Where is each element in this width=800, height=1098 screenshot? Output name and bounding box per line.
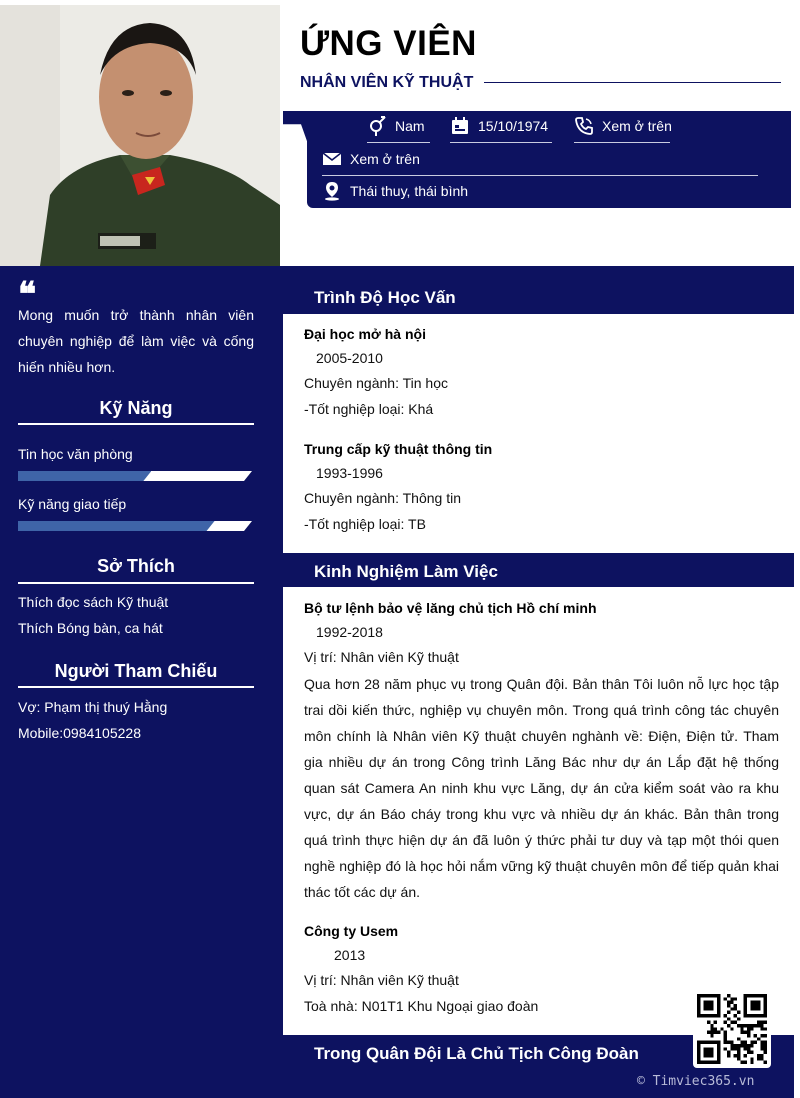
experience-description: Qua hơn 28 năm phục vụ trong Quân đội. Bản thân Tôi luôn nỗ lực học tập trai dồi kiến thức, nghiệp vụ chuyên môn. Trong quá trình công tác chuyên môn chính là Nhân viên Kỹ thuật chuyên nghành về: Điện, Điện tử. Tham gia nhiều dự án trong Công trình Lăng Bác như dự án Lắp đặt hệ thống quan sát Camera An ninh khu vực Lăng, dự án cửa kiểm soát vào ra khu vực, dự án Báo cháy trong khu vực và nhiều dự án khác. Bản thân trong quá trình thực hiện dự án đã luôn ý thức phải tư duy và tạp một thói quen nghề nghiệp đó là học hỏi nắm vững kỹ thuật chuyên môn để tiếp quản khai thác tốt các dự án. <box>304 676 779 900</box>
education-school: Đại học mở hà nội <box>304 326 426 342</box>
qr-module <box>760 1044 763 1047</box>
qr-module <box>734 1044 737 1047</box>
qr-module <box>747 1047 750 1050</box>
gender-icon <box>367 116 387 136</box>
qr-module <box>747 1027 750 1030</box>
location-pin-icon <box>322 181 342 201</box>
qr-module <box>737 1017 740 1020</box>
qr-module <box>734 1054 737 1057</box>
qr-module <box>740 1027 743 1030</box>
email-value: Xem ở trên <box>350 151 420 167</box>
qr-module <box>760 1047 763 1050</box>
education-heading: Trình Độ Học Vấn <box>314 288 456 307</box>
contact-email <box>322 149 420 169</box>
qr-module <box>734 1021 737 1024</box>
qr-module <box>730 1044 733 1047</box>
qr-module <box>717 1031 720 1034</box>
experience-position: Vị trí: Nhân viên Kỹ thuật <box>304 972 459 988</box>
qr-module <box>737 1044 740 1047</box>
qr-module <box>737 1011 740 1014</box>
phone-icon <box>574 116 594 136</box>
qr-module <box>760 1027 763 1030</box>
qr-module <box>724 1031 727 1034</box>
references-divider <box>18 686 254 688</box>
qr-module <box>764 1044 767 1047</box>
qr-module <box>724 1041 727 1044</box>
qr-module <box>730 1001 733 1004</box>
job-title: NHÂN VIÊN KỸ THUẬT <box>300 74 474 91</box>
activities-heading: Trong Quân Đội Là Chủ Tịch Công Đoàn <box>314 1044 639 1063</box>
qr-module <box>727 1041 730 1044</box>
skill-bar-fill <box>18 471 151 481</box>
qr-module <box>724 1034 727 1037</box>
experience-period: 2013 <box>334 947 366 963</box>
phone-value: Xem ở trên <box>602 118 672 134</box>
qr-module <box>747 1051 750 1054</box>
qr-module <box>740 1041 743 1044</box>
qr-module <box>730 1027 733 1030</box>
qr-module <box>744 1041 747 1044</box>
qr-module <box>737 1057 740 1060</box>
qr-module <box>727 1004 730 1007</box>
qr-module <box>734 1007 737 1010</box>
qr-module <box>714 1027 717 1030</box>
qr-module <box>720 1027 723 1030</box>
qr-module <box>744 1054 747 1057</box>
qr-module <box>730 997 733 1000</box>
qr-module <box>724 1014 727 1017</box>
hobbies-divider <box>18 582 254 584</box>
skill-bar <box>18 521 252 531</box>
title-divider <box>484 82 781 83</box>
qr-module <box>764 1041 767 1044</box>
qr-module <box>750 1051 753 1054</box>
profile-photo <box>0 5 280 266</box>
qr-module <box>734 1014 737 1017</box>
hobby-item: Thích Bóng bàn, ca hát <box>18 620 163 636</box>
qr-module <box>734 1047 737 1050</box>
skill-name: Kỹ năng giao tiếp <box>18 496 127 512</box>
qr-module <box>760 1041 763 1044</box>
candidate-name: ỨNG VIÊN <box>300 24 477 63</box>
education-major: Chuyên ngành: Tin học <box>304 375 448 391</box>
qr-module <box>754 1041 757 1044</box>
education-major: Chuyên ngành: Thông tin <box>304 490 461 506</box>
qr-module <box>727 1051 730 1054</box>
qr-module <box>714 1031 717 1034</box>
qr-module <box>734 1004 737 1007</box>
qr-module <box>724 1047 727 1050</box>
qr-module <box>750 1061 753 1064</box>
left-sidebar <box>0 266 283 1098</box>
qr-module <box>750 1041 753 1044</box>
reference-item: Vợ: Phạm thị thuý Hằng <box>18 699 168 715</box>
qr-module <box>747 1024 750 1027</box>
gender-value: Nam <box>395 118 425 134</box>
qr-module <box>730 1047 733 1050</box>
birthday-underline <box>450 142 552 143</box>
qr-module <box>760 1057 763 1060</box>
qr-module <box>727 1054 730 1057</box>
references-heading: Người Tham Chiếu <box>54 661 218 681</box>
qr-module <box>737 1024 740 1027</box>
qr-module <box>727 1001 730 1004</box>
contact-phone <box>574 116 672 136</box>
qr-module <box>710 1031 713 1034</box>
qr-module <box>737 1051 740 1054</box>
qr-module <box>754 1024 757 1027</box>
qr-module <box>750 1027 753 1030</box>
experience-period: 1992-2018 <box>316 624 383 640</box>
qr-module <box>707 1031 710 1034</box>
career-objective: Mong muốn trở thành nhân viên chuyên nghiệp để làm việc và cống hiến nhiều hơn. <box>18 307 254 375</box>
qr-module <box>757 1057 760 1060</box>
qr-module <box>760 1024 763 1027</box>
qr-module <box>737 1047 740 1050</box>
qr-module <box>750 1057 753 1060</box>
qr-module <box>737 1037 740 1040</box>
education-grade: -Tốt nghiệp loại: TB <box>304 516 426 532</box>
skills-heading: Kỹ Năng <box>99 398 173 418</box>
qr-module <box>760 1034 763 1037</box>
qr-module <box>740 1031 743 1034</box>
experience-company: Bộ tư lệnh bảo vệ lăng chủ tịch Hồ chí minh <box>304 600 597 616</box>
reference-item: Mobile:0984105228 <box>18 725 141 741</box>
qr-module <box>747 1044 750 1047</box>
qr-module <box>757 1054 760 1057</box>
experience-heading: Kinh Nghiệm Làm Việc <box>314 562 498 581</box>
qr-module <box>727 1017 730 1020</box>
qr-module <box>747 1031 750 1034</box>
education-period: 2005-2010 <box>316 350 383 366</box>
contact-address <box>322 181 468 201</box>
qr-module <box>714 1021 717 1024</box>
qr-module <box>757 1021 760 1024</box>
qr-module <box>710 1034 713 1037</box>
qr-module <box>730 1007 733 1010</box>
education-school: Trung cấp kỹ thuật thông tin <box>304 441 493 457</box>
qr-module <box>744 1024 747 1027</box>
qr-module <box>727 994 730 997</box>
qr-module <box>710 1027 713 1030</box>
qr-module <box>740 1061 743 1064</box>
birthday-value: 15/10/1974 <box>478 118 549 134</box>
qr-module <box>747 1034 750 1037</box>
qr-module <box>764 1051 767 1054</box>
qr-module <box>744 1061 747 1064</box>
qr-module <box>754 1034 757 1037</box>
qr-code <box>693 990 771 1068</box>
qr-module <box>744 1047 747 1050</box>
qr-module <box>740 1024 743 1027</box>
qr-module <box>727 1024 730 1027</box>
qr-module <box>750 1044 753 1047</box>
education-grade: -Tốt nghiệp loại: Khá <box>304 401 434 417</box>
qr-module <box>730 1021 733 1024</box>
email-underline <box>322 175 758 176</box>
qr-module <box>737 1054 740 1057</box>
qr-module <box>710 1024 713 1027</box>
qr-module <box>744 1044 747 1047</box>
site-credit: © Timviec365.vn <box>637 1074 755 1089</box>
hobbies-heading: Sở Thích <box>97 556 175 576</box>
qr-module <box>740 1044 743 1047</box>
hobby-item: Thích đọc sách Kỹ thuật <box>18 594 169 610</box>
experience-company: Công ty Usem <box>304 923 399 939</box>
qr-module <box>760 1021 763 1024</box>
skill-name: Tin học văn phòng <box>18 446 133 462</box>
qr-module <box>724 997 727 1000</box>
gender-underline <box>367 142 430 143</box>
qr-module <box>757 1024 760 1027</box>
quote-icon: ❝ <box>18 275 37 315</box>
qr-module <box>760 1054 763 1057</box>
calendar-icon <box>450 116 470 136</box>
experience-description: Toà nhà: N01T1 Khu Ngoại giao đoàn <box>304 998 539 1014</box>
qr-module <box>744 1031 747 1034</box>
skills-divider <box>18 423 254 425</box>
contact-gender <box>367 116 425 136</box>
qr-module <box>730 1041 733 1044</box>
skill-bar-fill <box>18 521 215 531</box>
qr-module <box>707 1021 710 1024</box>
phone-underline <box>574 142 670 143</box>
experience-position: Vị trí: Nhân viên Kỹ thuật <box>304 649 459 665</box>
qr-module <box>764 1047 767 1050</box>
qr-module <box>750 1024 753 1027</box>
qr-module <box>764 1027 767 1030</box>
qr-module <box>724 1037 727 1040</box>
qr-module <box>757 1037 760 1040</box>
address-value: Thái thuy, thái bình <box>350 183 469 199</box>
qr-module <box>724 1021 727 1024</box>
skill-bar <box>18 471 252 481</box>
qr-module <box>734 997 737 1000</box>
education-period: 1993-1996 <box>316 465 383 481</box>
qr-module <box>764 1021 767 1024</box>
qr-module <box>764 1034 767 1037</box>
qr-module <box>727 1011 730 1014</box>
qr-module <box>764 1061 767 1064</box>
email-icon <box>322 149 342 169</box>
contact-birthday <box>450 116 548 136</box>
